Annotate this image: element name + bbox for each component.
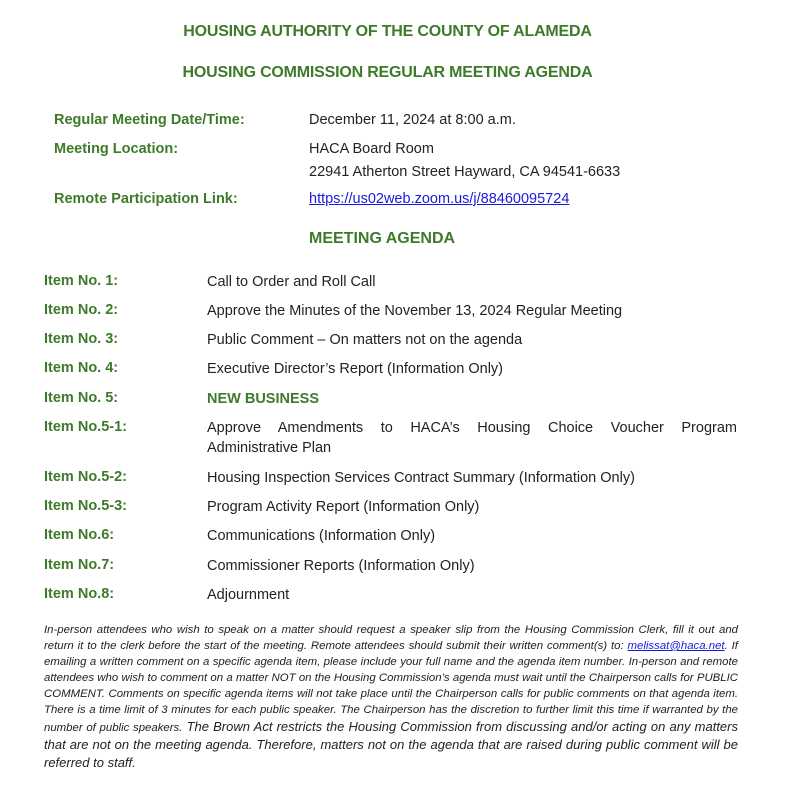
item-label: Item No.6:: [44, 527, 115, 543]
remote-label: Remote Participation Link:: [54, 191, 238, 207]
item-label: Item No.7:: [44, 557, 115, 573]
item-text: Call to Order and Roll Call: [207, 274, 376, 290]
location-value: [309, 138, 620, 184]
item-text: Communications (Information Only): [207, 528, 436, 544]
item-text: Adjournment: [207, 587, 290, 603]
date-label: Regular Meeting Date/Time:: [54, 112, 245, 128]
date-value: December 11, 2024 at 8:00 a.m.: [309, 112, 516, 128]
remote-value: [309, 188, 569, 211]
meeting-title: HOUSING COMMISSION REGULAR MEETING AGENDA: [182, 64, 593, 81]
item-text: Housing Inspection Services Contract Summary (Information Only): [207, 470, 635, 486]
notice-part-2: . If emailing a written comment on a specific agenda item, please include your full name and the agenda item number. In-person and remote attendees who wish to comment on a matter NOT on the Housing Commission’s agenda must wait until the Chairperson calls for PUBLIC COMMENT. Comments on specific agenda items will not take place until the Chairperson calls for public comments on that agenda item. There is a time limit of 3 minutes for each public speaker. The Chairperson has the discretion to further limit this time if warranted by the number of public speakers.: [44, 640, 738, 734]
location-line-2: 22941 Atherton Street Hayward, CA 94541-6633: [309, 164, 621, 180]
email-link[interactable]: melissat@haca.net: [627, 640, 725, 652]
location-line-1: HACA Board Room: [309, 141, 434, 157]
item-text: Program Activity Report (Information Only): [207, 499, 480, 515]
item-label: Item No.8:: [44, 586, 115, 602]
notice-part-3: The Brown Act restricts the Housing Commission from discussing and/or acting on any matters that are not on the meeting agenda. Therefore, matters not on the agenda that are raised during public comment will be referred to staff.: [44, 719, 738, 770]
item-label: Item No. 5:: [44, 390, 119, 406]
public-comment-notice: [44, 622, 738, 772]
notice-part-1: In-person attendees who wish to speak on a matter should request a speaker slip from the Housing Commission Clerk, fill it out and return it to the clerk before the start of the meeting. Remote attendees should submit their written comment(s) to:: [44, 624, 738, 652]
agenda-heading: MEETING AGENDA: [309, 230, 456, 247]
location-label: Meeting Location:: [54, 141, 179, 157]
item-label: Item No.5-2:: [44, 469, 127, 485]
new-business-heading: NEW BUSINESS: [207, 391, 319, 407]
org-title: HOUSING AUTHORITY OF THE COUNTY OF ALAMEDA: [183, 23, 592, 40]
item-label: Item No. 4:: [44, 360, 119, 376]
item-text: Commissioner Reports (Information Only): [207, 558, 475, 574]
item-text: Executive Director’s Report (Information Only): [207, 361, 504, 377]
item-text: Public Comment – On matters not on the agenda: [207, 332, 523, 348]
item-text: [207, 418, 737, 458]
item-label: Item No. 1:: [44, 273, 119, 289]
item-text-line-1: Approve Amendments to HACA’s Housing Choice Voucher Program: [207, 420, 737, 436]
item-label: Item No.5-3:: [44, 498, 127, 514]
item-text-line-2: Administrative Plan: [207, 440, 332, 456]
zoom-link[interactable]: https://us02web.zoom.us/j/88460095724: [309, 191, 570, 207]
item-label: Item No. 3:: [44, 331, 119, 347]
item-label: Item No. 2:: [44, 302, 119, 318]
item-label: Item No.5-1:: [44, 419, 127, 435]
item-text: Approve the Minutes of the November 13, 2024 Regular Meeting: [207, 303, 623, 319]
